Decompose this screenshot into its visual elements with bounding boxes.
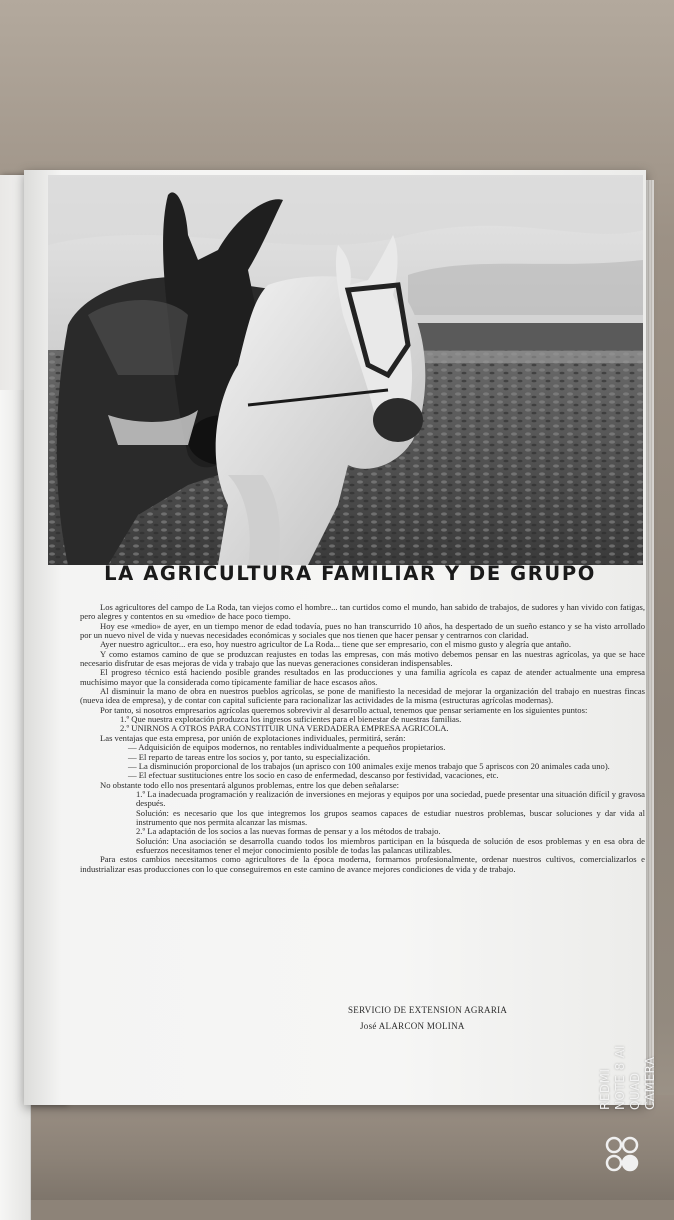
donkeys-photo-drawing	[48, 175, 643, 565]
body-paragraph: — El efectuar sustituciones entre los socio en caso de enfermedad, descanso por festividad, vacaciones, etc.	[128, 770, 499, 781]
body-paragraph: El progreso técnico está haciendo posible grandes resultados en las producciones y una familia agrícola es capaz de atender actualmente una empresa muchísimo mayor que la considerada como típicamente familiar de hace escasos años.	[80, 667, 645, 687]
signature-author: José ALARCON MOLINA	[360, 1021, 465, 1031]
body-paragraph: No obstante todo ello nos presentará algunos problemas, entre los que deben señalarse:	[100, 779, 400, 790]
body-paragraph: — La disminución proporcional de los trabajos (un aprisco con 100 animales exije menos trabajo que 5 apriscos con 20 animales cada uno).	[128, 760, 610, 771]
body-paragraph: Y como estamos camino de que se produzcan reajustes en todas las empresas, con más motivo debemos pensar en las nuestras agrícolas, ya que se hace necesario disfrutar de esas mejoras de vida y trabajo que las nuevas generaciones consideran indispensables.	[80, 648, 645, 669]
article-body	[80, 603, 645, 874]
body-paragraph: Ayer nuestro agricultor... era eso, hoy nuestro agricultor de La Roda... tiene que ser empresario, con el mismo gusto y alegría que antaño.	[100, 639, 572, 650]
body-paragraph: Por tanto, si nosotros empresarios agrícolas queremos sobrevivir al desarrollo actual, tenemos que pensar seriamente en los siguientes puntos:	[100, 704, 588, 715]
signature-organization: SERVICIO DE EXTENSION AGRARIA	[348, 1005, 508, 1015]
body-paragraph: 2.º La adaptación de los socios a las nuevas formas de pensar y a los métodos de trabajo.	[136, 826, 441, 837]
body-paragraph: — El reparto de tareas entre los socios y, por tanto, su especialización.	[128, 751, 371, 762]
article-headline: LA AGRICULTURA FAMILIAR Y DE GRUPO	[104, 562, 596, 585]
body-paragraph: Solución: es necesario que los que integremos los grupos seamos capaces de estudiar nuestros problemas, buscar soluciones y dar vida al instrumento que nos permita alcanzar las mismas.	[136, 807, 645, 827]
body-paragraph: 2.º UNIRNOS A OTROS PARA CONSTITUIR UNA VERDADERA EMPRESA AGRICOLA.	[120, 723, 449, 734]
donkeys-photograph	[48, 175, 643, 565]
body-paragraph: Solución: Una asociación se desarrolla cuando todos los miembros participan en la búsqueda de solución de esos problemas y en esa obra de esfuerzos necesitamos tener el mejor conocimiento posible de todas las palancas utilizables.	[136, 835, 645, 855]
table-surface	[0, 1095, 674, 1200]
body-paragraph: 1.º Que nuestra explotación produzca los ingresos suficientes para el bienestar de nuestras familias.	[120, 714, 462, 725]
body-paragraph: Al disminuir la mano de obra en nuestros pueblos agrícolas, se pone de manifiesto la necesidad de mejorar la organización del trabajo en nuestras fincas (nueva idea de empresa), y de contar con capital suficiente para racionalizar las actividades de la misma (estructuras agrícolas modernas).	[80, 686, 645, 706]
camera-watermark	[598, 1030, 657, 1110]
body-paragraph: Los agricultores del campo de La Roda, tan viejos como el hombre... tan curtidos como el mundo, han sabido de trabajos, de sudores y han vivido con fatigas, pero alegres y contentos en su «medio» de hace poco tiempo.	[80, 602, 645, 622]
body-paragraph: Las ventajas que esta empresa, por unión de explotaciones individuales, permitirá, serán:	[100, 732, 406, 743]
body-paragraph: Para estos cambios necesitamos como agricultores de la época moderna, formarnos profesionalmente, ordenar nuestros cultivos, comercializarlos e industrializar esas producciones con lo que conseguiremos en este camino de avance mejores condiciones de vida y de trabajo.	[80, 854, 645, 874]
body-paragraph: — Adquisición de equipos modernos, no rentables individualmente a pequeños propietarios.	[128, 742, 446, 753]
watermark-line-1: REDMI NOTE 8	[598, 1062, 627, 1110]
body-paragraph: 1.º La inadecuada programación y realización de inversiones en mejoras y equipos por una sociedad, puede presentar una situación difícil y gravosa después.	[136, 788, 645, 809]
watermark-line-2: AI QUAD CAMERA	[613, 1045, 657, 1110]
watermark-logo-icon	[604, 1135, 642, 1175]
body-paragraph: Hoy ese «medio» de ayer, en un tiempo menor de edad todavía, pues no han transcurrido 10 años, ha despertado de un sueño estanco y se ha visto arrollado por un nuevo nivel de vida y nuevas necesidades económicas y sociales que nos tienen que hacer pensar y centrarnos con claridad.	[80, 620, 645, 641]
